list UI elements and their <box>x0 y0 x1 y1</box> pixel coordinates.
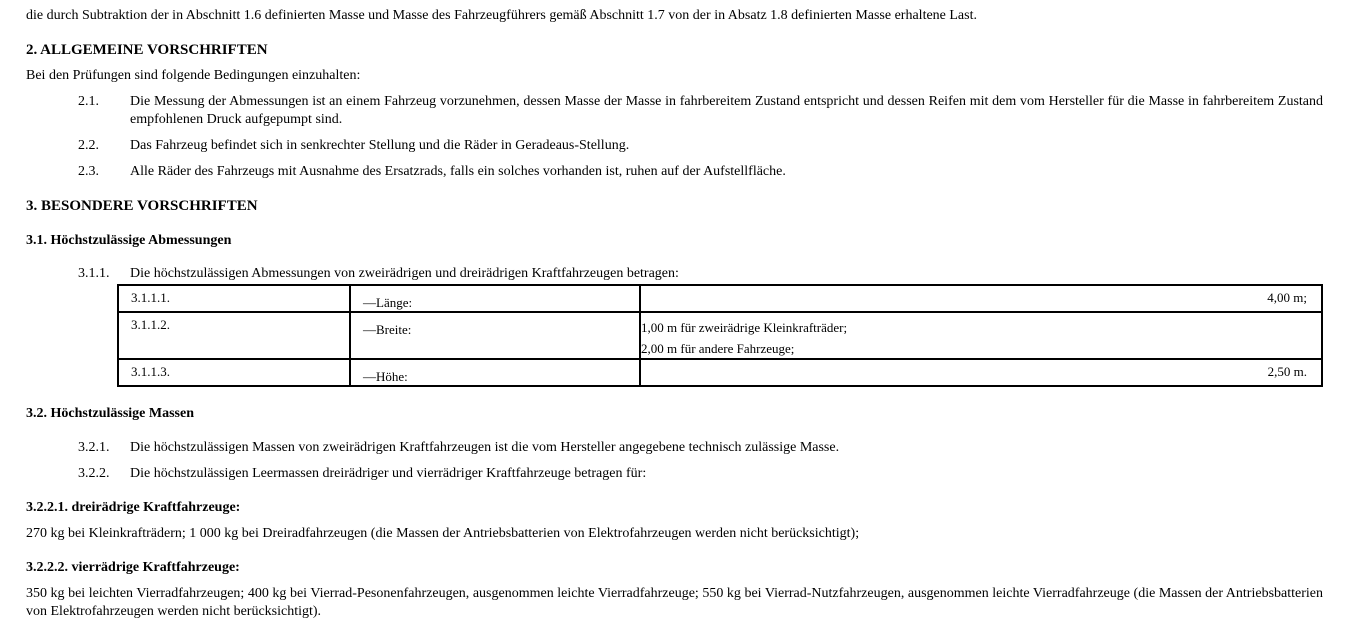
row-label: —Länge: <box>363 295 413 310</box>
subsection-3-2-2-2-heading: 3.2.2.2. vierrädrige Kraftfahrzeuge: <box>26 560 240 575</box>
row-value: 4,00 m; <box>1267 290 1307 305</box>
item-number: 3.2.2. <box>78 466 110 481</box>
row-value-line: 1,00 m für zweirädrige Kleinkrafträder; <box>641 320 848 335</box>
table-row <box>118 285 1322 312</box>
item-number: 2.3. <box>78 164 99 179</box>
item-text: Das Fahrzeug befindet sich in senkrechter Stellung und die Räder in Geradeaus-Stellung. <box>130 138 630 153</box>
subsection-3-2-2-1-text: 270 kg bei Kleinkrafträdern; 1 000 kg bei Dreiradfahrzeugen (die Massen der Antriebsbatterien von Elektrofahrzeugen werden nicht berücksichtigt); <box>26 526 860 541</box>
item-text: Die höchstzulässigen Abmessungen von zweirädrigen und dreirädrigen Kraftfahrzeugen betragen: <box>130 266 679 281</box>
item-number: 2.1. <box>78 94 99 109</box>
row-label: —Breite: <box>363 322 412 337</box>
row-id: 3.1.1.2. <box>131 317 170 332</box>
item-text: Alle Räder des Fahrzeugs mit Ausnahme des Ersatzrads, falls ein solches vorhanden ist, ruhen auf der Aufstellfläche. <box>130 164 786 179</box>
row-value-line: 2,00 m für andere Fahrzeuge; <box>641 341 795 356</box>
section-2-intro: Bei den Prüfungen sind folgende Bedingungen einzuhalten: <box>26 68 361 83</box>
subsection-3-1-heading: 3.1. Höchstzulässige Abmessungen <box>26 233 232 248</box>
intro-line: die durch Subtraktion der in Abschnitt 1.6 definierten Masse und Masse des Fahrzeugführers gemäß Abschnitt 1.7 von der in Absatz 1.8 definierten Masse erhaltene Last. <box>26 8 977 23</box>
item-number: 3.1.1. <box>78 266 110 281</box>
item-text: Die höchstzulässigen Leermassen dreirädriger und vierrädriger Kraftfahrzeuge betragen für: <box>130 466 647 481</box>
item-text: Die höchstzulässigen Massen von zweirädrigen Kraftfahrzeugen ist die vom Hersteller angegebene technisch zulässige Masse. <box>130 440 840 455</box>
item-text: Die Messung der Abmessungen ist an einem Fahrzeug vorzunehmen, dessen Masse der Masse in fahrbereitem Zustand entspricht und dessen Reifen mit dem vom Hersteller für die Masse in fahrbereitem Zustand empfohlenen Druck aufgepumpt sind. <box>130 94 1323 127</box>
row-value: 2,50 m. <box>1267 364 1307 379</box>
section-3-heading: 3. BESONDERE VORSCHRIFTEN <box>26 198 258 214</box>
dimensions-table <box>117 284 1323 387</box>
table-row <box>118 359 1322 386</box>
subsection-3-2-2-2-text: 350 kg bei leichten Vierradfahrzeugen; 400 kg bei Vierrad-Pesonenfahrzeugen, ausgenommen leichte Vierradfahrzeuge; 550 kg bei Vierrad-Nutzfahrzeugen, ausgenommen leichte Vierradfahrzeuge (die Massen der Antriebsbatterien von Elektrofahrzeugen werden nicht berücksichtigt). <box>26 586 1323 619</box>
table-row <box>118 312 1322 359</box>
item-number: 2.2. <box>78 138 99 153</box>
row-id: 3.1.1.3. <box>131 364 170 379</box>
row-label: —Höhe: <box>363 369 408 384</box>
subsection-3-2-heading: 3.2. Höchstzulässige Massen <box>26 406 194 421</box>
item-number: 3.2.1. <box>78 440 110 455</box>
section-2-heading: 2. ALLGEMEINE VORSCHRIFTEN <box>26 42 268 58</box>
row-id: 3.1.1.1. <box>131 290 170 305</box>
subsection-3-2-2-1-heading: 3.2.2.1. dreirädrige Kraftfahrzeuge: <box>26 500 241 515</box>
